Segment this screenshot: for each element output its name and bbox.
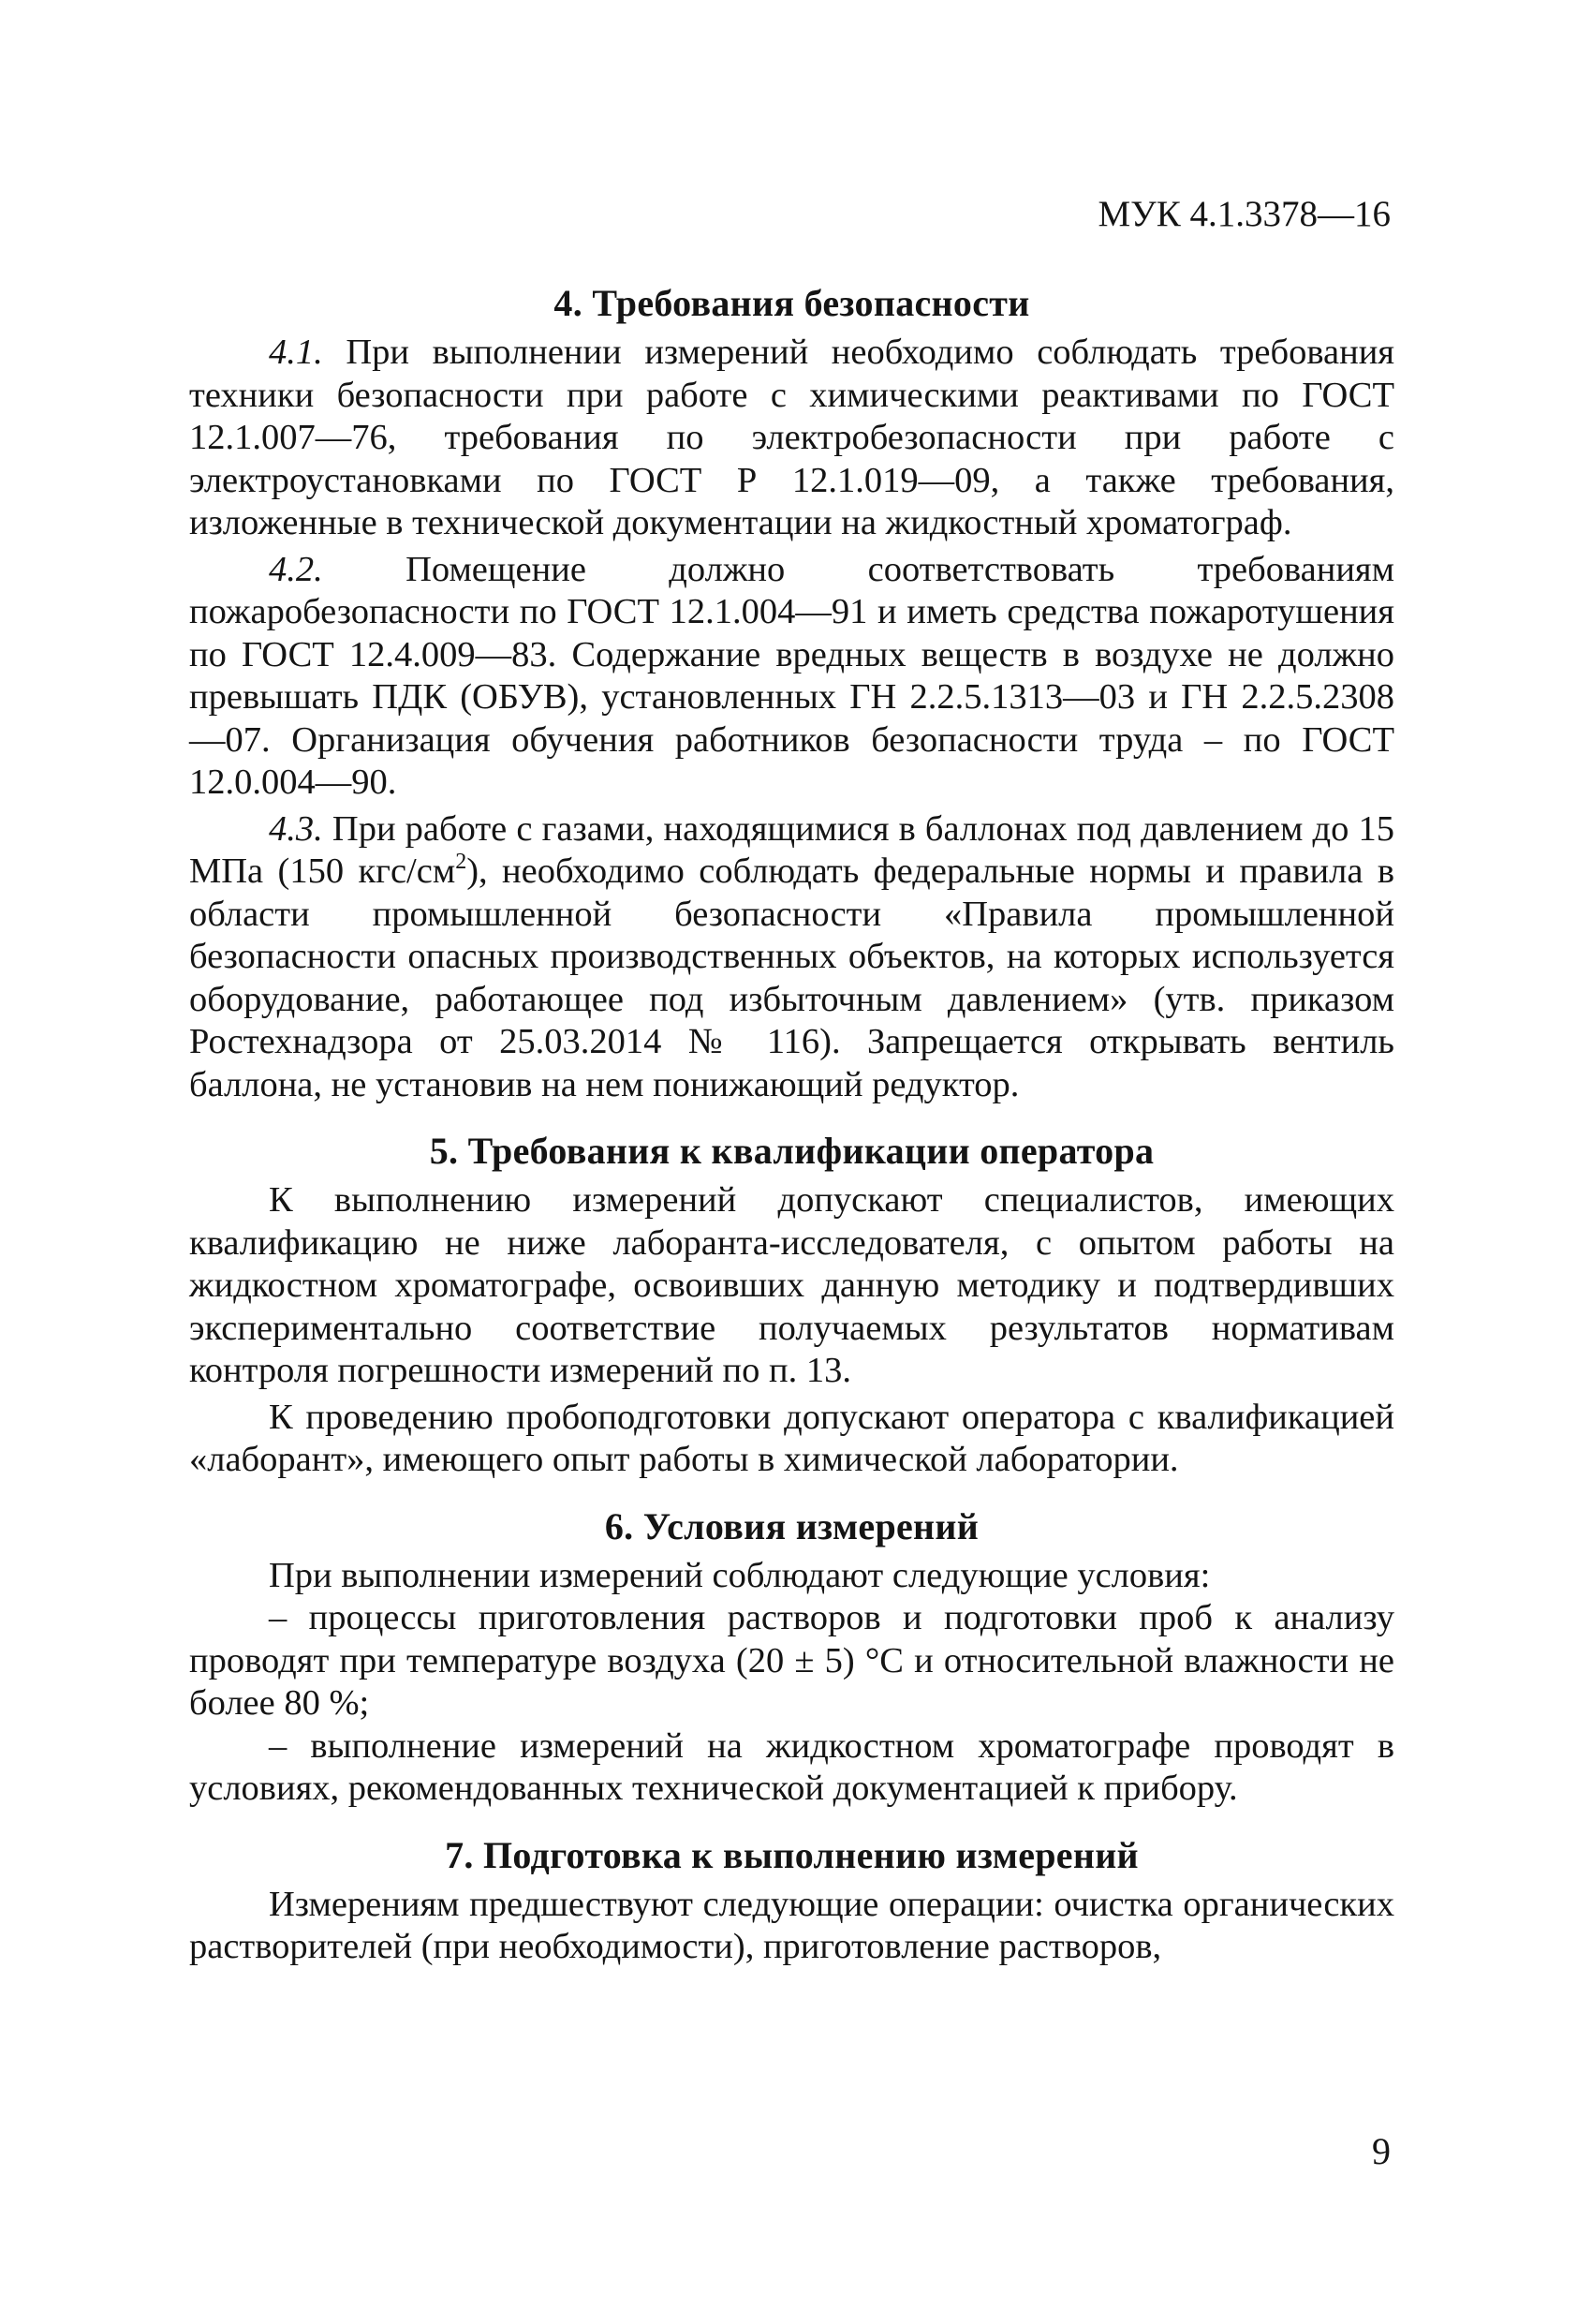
section-6: [189, 1502, 1394, 1811]
section-5: [189, 1127, 1394, 1482]
paragraph-text-continued: ), необходимо соблюдать федеральные нормы и правила в области промышленной безопасности «Правила промышленной безопасности опасных производственных объектов, на которых используется оборудование, работающее под избыточным давлением» (утв. приказом Ростехнадзора от 25.03.2014 № 116). Запрещается открывать вентиль баллона, не установив на нем понижающий редуктор.: [189, 851, 1394, 1104]
paragraph-number: 4.2.: [269, 549, 323, 589]
paragraph-4-3: [189, 808, 1394, 1107]
section-5-title: 5. Требования к квалификации оператора: [429, 1130, 1155, 1172]
paragraph-text: При выполнении измерений необходимо соблюдать требования техники безопасности при работе с химическими реактивами по ГОСТ 12.1.007—76, требования по электробезопасности при работе с электроустановками по ГОСТ Р 12.1.019—09, а также требования, изложенные в технической документации на жидкостный хроматограф.: [189, 333, 1395, 542]
paragraph-7-1: Измерениям предшествуют следующие операции: очистка органических растворителей (при необходимости), приготовление растворов,: [189, 1884, 1394, 1966]
page-number: 9: [1372, 2130, 1391, 2172]
paragraph-5-1: К выполнению измерений допускают специалистов, имеющих квалификацию не ниже лаборанта-исследователя, с опытом работы на жидкостном хроматографе, освоивших данную методику и подтвердивших экспериментально соответствие получаемых результатов нормативам контроля погрешности измерений по п. 13.: [189, 1180, 1394, 1390]
paragraph-5-2: К проведению пробоподготовки допускают оператора с квалификацией «лаборант», имеющего опыт работы в химической лаборатории.: [189, 1397, 1394, 1479]
paragraph-text: При работе с газами, находящимися в баллонах под давлением до 15 МПа (150 кгс/см: [189, 808, 1395, 891]
section-6-title: 6. Условия измерений: [604, 1504, 980, 1547]
section-7: [189, 1831, 1394, 1969]
paragraph-number: 4.3.: [269, 808, 323, 849]
paragraph-6-intro: При выполнении измерений соблюдают следующие условия:: [269, 1555, 1211, 1595]
page-content: [189, 279, 1394, 1969]
list-item-6-1: – процессы приготовления растворов и подготовки проб к анализу проводят при температуре воздуха (20 ± 5) °С и относительной влажности не более 80 %;: [189, 1598, 1394, 1723]
paragraph-number: 4.1.: [269, 333, 323, 372]
paragraph-4-2: [189, 549, 1394, 805]
section-7-title: 7. Подготовка к выполнению измерений: [445, 1833, 1139, 1876]
document-code: МУК 4.1.3378—16: [1098, 194, 1391, 234]
section-4: [189, 279, 1394, 1106]
section-4-title: 4. Требования безопасности: [553, 282, 1030, 324]
paragraph-4-1: [189, 332, 1394, 545]
list-item-6-2: – выполнение измерений на жидкостном хроматографе проводят в условиях, рекомендованных технической документацией к прибору.: [189, 1725, 1394, 1808]
superscript: 2: [455, 850, 467, 874]
paragraph-text: Помещение должно соответствовать требованиям пожаробезопасности по ГОСТ 12.1.004—91 и иметь средства пожаротушения по ГОСТ 12.4.009—83. Содержание вредных веществ в воздухе не должно превышать ПДК (ОБУВ), установленных ГН 2.2.5.1313—03 и ГН 2.2.5.2308—07. Организация обучения работников безопасности труда – по ГОСТ 12.0.004—90.: [189, 549, 1394, 802]
